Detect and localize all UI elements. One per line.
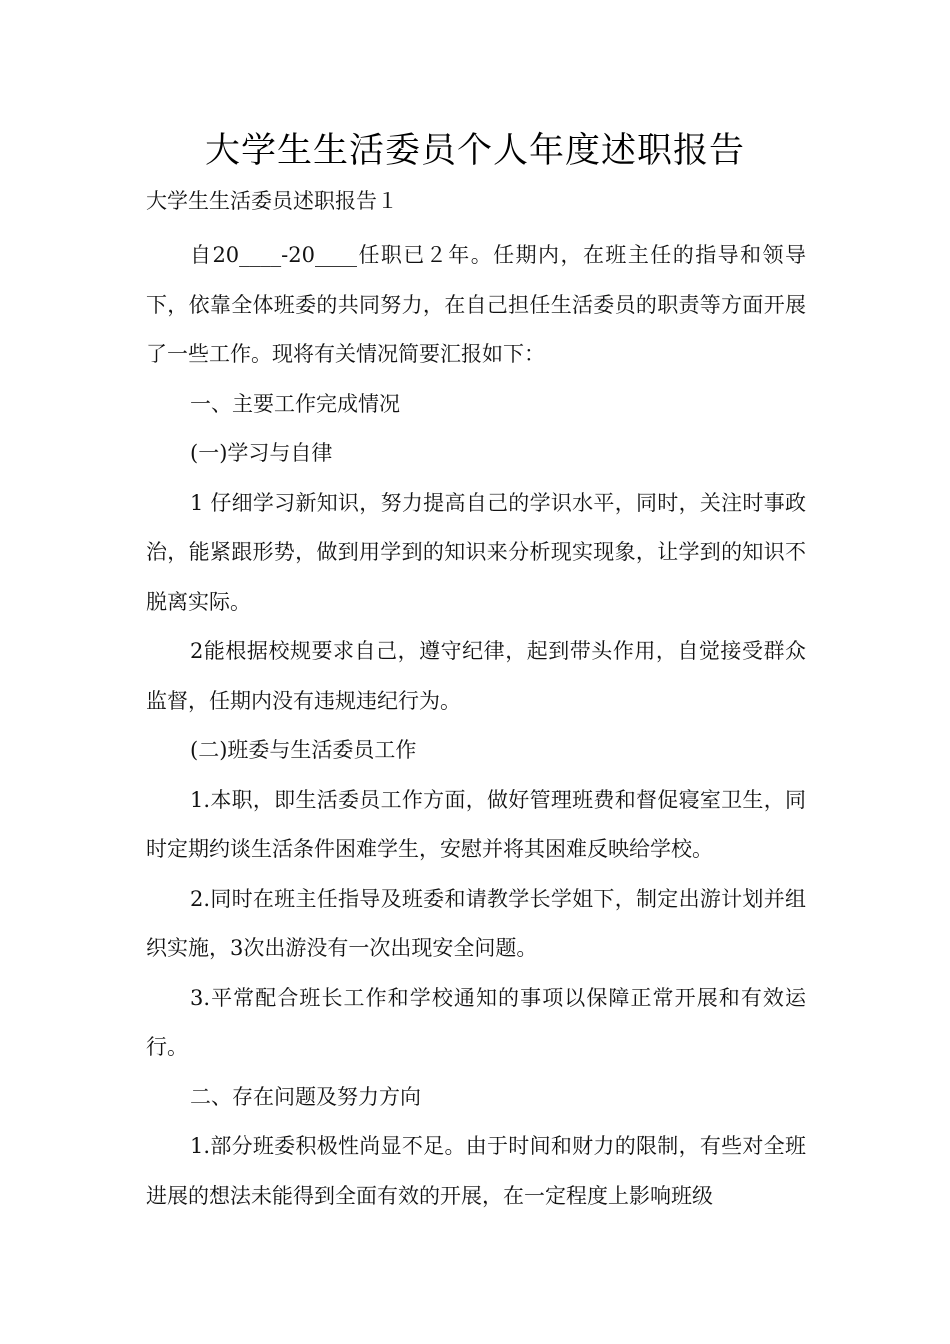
subsection-heading-committee: (二)班委与生活委员工作	[190, 738, 417, 762]
document-title: 大学生生活委员个人年度述职报告	[204, 131, 745, 171]
paragraph-study-2: 2能根据校规要求自己，遵守纪律，起到带头作用，自觉接受群众监督，任期内没有违规违纪行为。	[146, 639, 806, 713]
paragraph-intro: 自20____-20____任职已２年。任期内，在班主任的指导和领导下，依靠全体班委的共同努力，在自己担任生活委员的职责等方面开展了一些工作。现将有关情况简要汇报如下：	[146, 243, 806, 366]
paragraph-committee-2: 2.同时在班主任指导及班委和请教学长学姐下，制定出游计划并组织实施，3次出游没有一次出现安全问题。	[146, 886, 806, 960]
document-body	[146, 231, 806, 1221]
paragraph-problems-1: 1.部分班委积极性尚显不足。由于时间和财力的限制，有些对全班进展的想法未能得到全面有效的开展，在一定程度上影响班级	[146, 1134, 806, 1208]
paragraph-committee-3: 3.平常配合班长工作和学校通知的事项以保障正常开展和有效运行。	[146, 985, 806, 1059]
paragraph-study-1: 1 仔细学习新知识，努力提高自己的学识水平，同时，关注时事政治，能紧跟形势，做到用学到的知识来分析现实现象，让学到的知识不脱离实际。	[146, 490, 806, 614]
document-subtitle: 大学生生活委员述职报告１	[146, 189, 398, 213]
section-heading-problems: 二、存在问题及努力方向	[190, 1084, 421, 1109]
section-heading-main-work: 一、主要工作完成情况	[190, 391, 400, 416]
subsection-heading-study: (一)学习与自律	[190, 441, 333, 465]
paragraph-committee-1: 1.本职，即生活委员工作方面，做好管理班费和督促寝室卫生，同时定期约谈生活条件困难学生，安慰并将其困难反映给学校。	[146, 787, 806, 861]
